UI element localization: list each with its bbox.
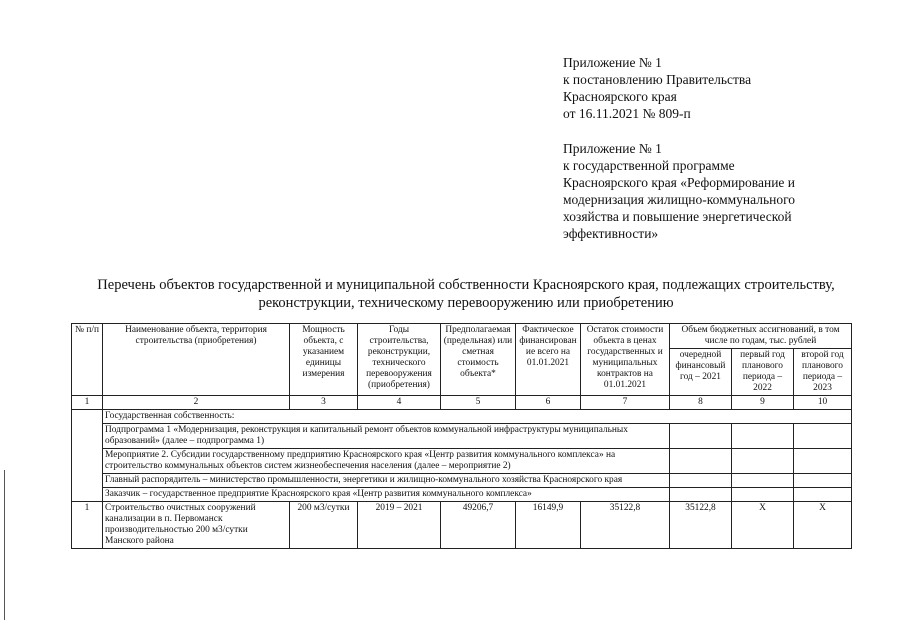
row-capacity: 200 м3/сутки (290, 502, 358, 549)
header-years: Годы строительства, реконструкции, технического перевооружения (приобретения) (358, 324, 441, 396)
empty-cell (732, 449, 794, 474)
row-2022: Х (732, 502, 794, 549)
table-row (72, 502, 852, 549)
header-budget-group: Объем бюджетных ассигнований, в том числе по годам, тыс. рублей (670, 324, 852, 349)
empty-cell (732, 424, 794, 449)
section-main-manager: Главный распорядитель – министерство промышленности, энергетики и жилищно-коммунального хозяйства Красноярского края (103, 474, 670, 488)
scan-edge-line (4, 470, 5, 620)
col-number: 4 (358, 396, 441, 410)
empty-cell (794, 474, 852, 488)
appendix-1-block (563, 54, 751, 122)
section-row (72, 410, 852, 424)
col-number: 1 (72, 396, 103, 410)
header-cost: Предполагаемая (предельная) или сметная стоимость объекта* (441, 324, 516, 396)
col-number: 6 (516, 396, 581, 410)
objects-table (71, 323, 852, 549)
row-object-name: Строительство очистных сооружений канализации в п. Первоманск производительностью 200 м3/сутки Манского района (103, 502, 290, 549)
header-name: Наименование объекта, территория строительства (приобретения) (103, 324, 290, 396)
header-remaining: Остаток стоимости объекта в ценах государственных и муниципальных контрактов на 01.01.2021 (581, 324, 670, 396)
appendix-1-line: Приложение № 1 (563, 55, 662, 70)
header-row (72, 324, 852, 349)
col-number: 7 (581, 396, 670, 410)
appendix-1-line: к постановлению Правительства (563, 72, 752, 87)
section-row (72, 449, 852, 474)
row-actual: 16149,9 (516, 502, 581, 549)
empty-cell (794, 424, 852, 449)
row-2023: Х (794, 502, 852, 549)
header-num: № п/п (72, 324, 103, 396)
row-num: 1 (72, 502, 103, 549)
appendix-2-block (563, 140, 795, 242)
col-number: 5 (441, 396, 516, 410)
section-row (72, 488, 852, 502)
header-2023: второй год планового периода – 2023 (794, 349, 852, 396)
document-title (40, 276, 892, 312)
column-numbers-row (72, 396, 852, 410)
section-measure: Мероприятие 2. Субсидии государственному предприятию Красноярского края «Центр развития коммунального комплекса» на строительство коммунальных объектов систем жизнеобеспечения населения (далее – мероприятие 2) (103, 449, 670, 474)
appendix-1-line: от 16.11.2021 № 809-п (563, 106, 691, 121)
empty-cell (732, 488, 794, 502)
empty-cell (670, 474, 732, 488)
appendix-2-line: хозяйства и повышение энергетической (563, 209, 792, 224)
section-state-property: Государственная собственность: (103, 410, 852, 424)
appendix-2-line: Красноярского края «Реформирование и (563, 175, 796, 190)
empty-cell (670, 488, 732, 502)
empty-cell (670, 449, 732, 474)
appendix-2-line: Приложение № 1 (563, 141, 662, 156)
empty-cell (794, 488, 852, 502)
section-subprogram: Подпрограмма 1 «Модернизация, реконструкция и капитальный ремонт объектов коммунальной инфраструктуры муниципальных образований» (далее – подпрограмма 1) (103, 424, 670, 449)
empty-cell (670, 424, 732, 449)
appendix-1-line: Красноярского края (563, 89, 677, 104)
col-number: 3 (290, 396, 358, 410)
empty-cell (732, 474, 794, 488)
empty-cell (794, 449, 852, 474)
col-number: 8 (670, 396, 732, 410)
header-capacity: Мощность объекта, с указанием единицы измерения (290, 324, 358, 396)
header-2022: первый год планового периода – 2022 (732, 349, 794, 396)
title-line-2: реконструкции, техническому перевооружению или приобретению (258, 295, 674, 311)
row-remaining: 35122,8 (581, 502, 670, 549)
section-row (72, 474, 852, 488)
col-number: 2 (103, 396, 290, 410)
row-years: 2019 – 2021 (358, 502, 441, 549)
appendix-2-line: эффективности» (563, 226, 659, 241)
col-number: 10 (794, 396, 852, 410)
appendix-2-line: к государственной программе (563, 158, 735, 173)
section-row (72, 424, 852, 449)
appendix-2-line: модернизация жилищно-коммунального (563, 192, 796, 207)
row-2021: 35122,8 (670, 502, 732, 549)
col-number: 9 (732, 396, 794, 410)
row-cost: 49206,7 (441, 502, 516, 549)
section-customer: Заказчик – государственное предприятие Красноярского края «Центр развития коммунального комплекса» (103, 488, 670, 502)
header-actual: Фактическое финансирован ие всего на 01.01.2021 (516, 324, 581, 396)
empty-cell (72, 410, 103, 502)
title-line-1: Перечень объектов государственной и муниципальной собственности Красноярского края, подлежащих строительству, (97, 277, 835, 293)
header-2021: очередной финансовый год – 2021 (670, 349, 732, 396)
